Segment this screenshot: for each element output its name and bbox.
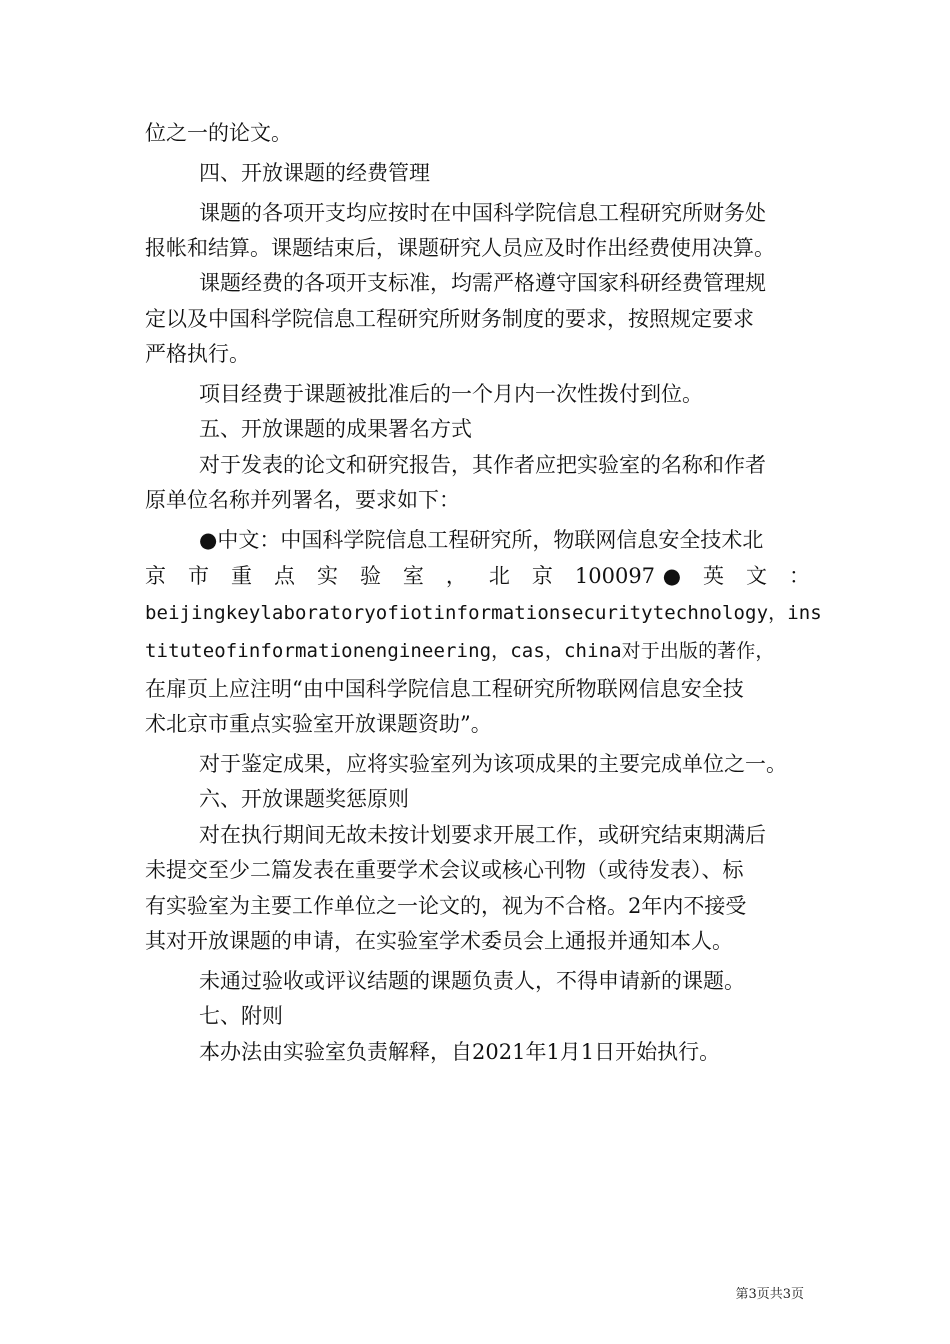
paragraph-line: 在扉页上应注明“由中国科学院信息工程研究所物联网信息安全技 bbox=[145, 677, 744, 701]
paragraph-line: 本办法由实验室负责解释，自2021年1月1日开始执行。 bbox=[199, 1040, 721, 1064]
paragraph-line: 项目经费于课题被批准后的一个月内一次性拨付到位。 bbox=[199, 382, 703, 406]
paragraph-line: 术北京市重点实验室开放课题资助”。 bbox=[145, 712, 492, 736]
paragraph-line: beijingkeylaboratoryofiotinformationsecuritytechnology，ins bbox=[145, 602, 822, 624]
paragraph-line: 课题经费的各项开支标准，均需严格遵守国家科研经费管理规 bbox=[199, 271, 766, 295]
section-heading: 四、开放课题的经费管理 bbox=[199, 161, 430, 185]
paragraph-line: 未通过验收或评议结题的课题负责人，不得申请新的课题。 bbox=[199, 969, 745, 993]
paragraph-line: 定以及中国科学院信息工程研究所财务制度的要求，按照规定要求 bbox=[145, 307, 754, 331]
paragraph-line: 对于鉴定成果，应将实验室列为该项成果的主要完成单位之一。 bbox=[199, 752, 787, 776]
paragraph-line: 课题的各项开支均应按时在中国科学院信息工程研究所财务处 bbox=[199, 201, 766, 225]
paragraph-line: 未提交至少二篇发表在重要学术会议或核心刊物（或待发表）、标 bbox=[145, 858, 744, 882]
paragraph-line: 对于发表的论文和研究报告，其作者应把实验室的名称和作者 bbox=[199, 453, 766, 477]
bullet-item: ●中文：中国科学院信息工程研究所，物联网信息安全技术北 bbox=[199, 528, 764, 552]
paragraph-line: 报帐和结算。课题结束后，课题研究人员应及时作出经费使用决算。 bbox=[145, 236, 775, 260]
paragraph-line: 严格执行。 bbox=[145, 342, 250, 366]
section-heading: 六、开放课题奖惩原则 bbox=[199, 787, 409, 811]
paragraph-line: 对在执行期间无故未按计划要求开展工作，或研究结束期满后 bbox=[199, 823, 766, 847]
paragraph-line: 其对开放课题的申请，在实验室学术委员会上通报并通知本人。 bbox=[145, 929, 733, 953]
paragraph-line: 位之一的论文。 bbox=[145, 121, 292, 145]
paragraph-line: 有实验室为主要工作单位之一论文的，视为不合格。2年内不接受 bbox=[145, 894, 747, 918]
section-heading: 五、开放课题的成果署名方式 bbox=[199, 417, 472, 441]
paragraph-line: 原单位名称并列署名，要求如下： bbox=[145, 488, 460, 512]
section-heading: 七、附则 bbox=[199, 1004, 283, 1028]
paragraph-line: tituteofinformationengineering，cas，china对于出版的著作， bbox=[145, 640, 775, 662]
page-number-footer: 第3页共3页 bbox=[735, 1287, 804, 1302]
paragraph-line: 京 市 重 点 实 验 室 ， 北 京 100097● 英 文 ： bbox=[145, 564, 810, 588]
